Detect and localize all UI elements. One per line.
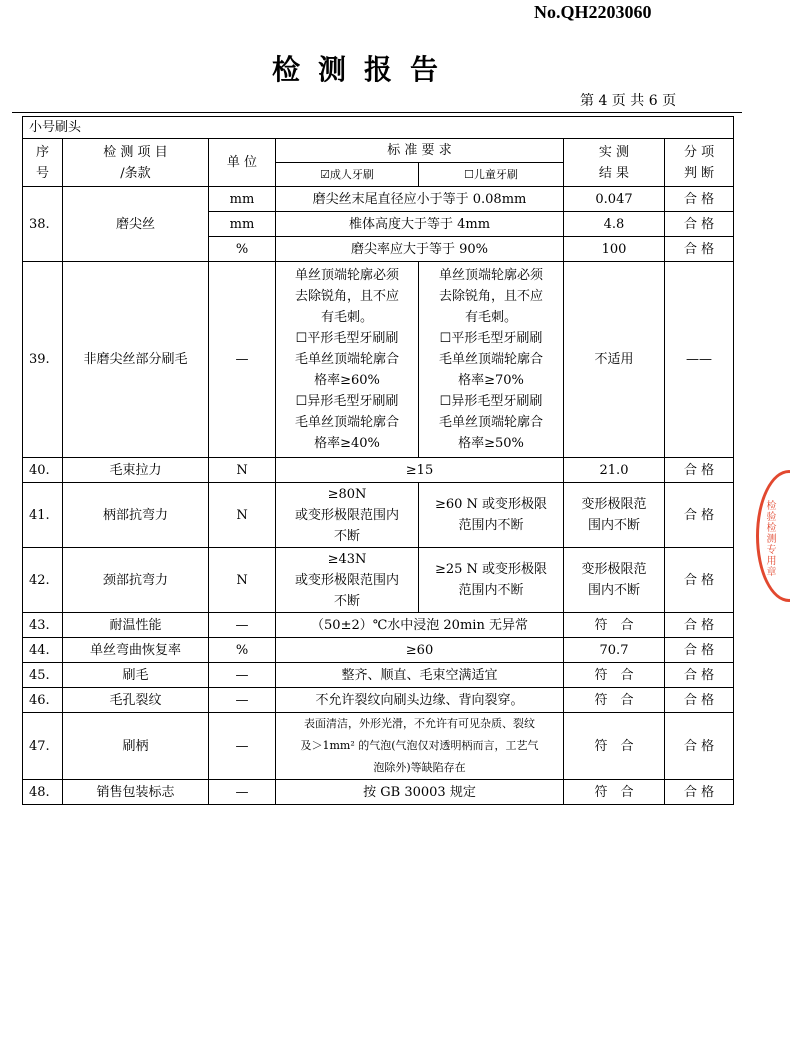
adult-requirement-cell: ≥80N 或变形极限范围内 不断 — [276, 483, 419, 548]
table-row — [23, 483, 734, 548]
result-cell: 70.7 — [564, 638, 665, 663]
unit-cell: — — [209, 262, 276, 458]
row-number: 48. — [23, 780, 63, 805]
child-requirement-cell: 单丝顶端轮廓必须 去除锐角，且不应 有毛刺。 ☐平形毛型牙刷刷 毛单丝顶端轮廓合 格率≥70% ☐异形毛型牙刷刷 毛单丝顶端轮廓合 格率≥50% — [419, 262, 564, 458]
adult-requirement-cell: 单丝顶端轮廓必须 去除锐角，且不应 有毛刺。 ☐平形毛型牙刷刷 毛单丝顶端轮廓合 格率≥60% ☐异形毛型牙刷刷 毛单丝顶端轮廓合 格率≥40% — [276, 262, 419, 458]
item-name: 非磨尖丝部分刷毛 — [63, 262, 209, 458]
item-name: 毛束拉力 — [63, 458, 209, 483]
table-row — [23, 187, 734, 212]
requirement-cell: 整齐、顺直、毛束空满适宜 — [276, 663, 564, 688]
item-name: 刷毛 — [63, 663, 209, 688]
unit-cell: N — [209, 483, 276, 548]
table-row — [23, 458, 734, 483]
result-cell: 符 合 — [564, 663, 665, 688]
requirement-cell: 磨尖丝末尾直径应小于等于 0.08mm — [276, 187, 564, 212]
result-cell: 4.8 — [564, 212, 665, 237]
col-header-item: 检 测 项 目 /条款 — [63, 139, 209, 187]
table-row — [23, 713, 734, 780]
row-number: 45. — [23, 663, 63, 688]
verdict-cell: 合 格 — [665, 237, 734, 262]
unit-cell: N — [209, 548, 276, 613]
requirement-cell: 表面清洁，外形光滑，不允许有可见杂质、裂纹 及＞1mm² 的气泡(气泡仅对透明柄而言，工艺气 泡除外)等缺陷存在 — [276, 713, 564, 780]
table-row — [23, 780, 734, 805]
adult-checkbox-label: ☑成人牙刷 — [276, 163, 419, 187]
requirement-cell: ≥60 — [276, 638, 564, 663]
adult-requirement-cell: ≥43N 或变形极限范围内 不断 — [276, 548, 419, 613]
item-name: 单丝弯曲恢复率 — [63, 638, 209, 663]
result-cell: 100 — [564, 237, 665, 262]
requirement-cell: （50±2）℃水中浸泡 20min 无异常 — [276, 613, 564, 638]
requirement-cell: 按 GB 30003 规定 — [276, 780, 564, 805]
row-number: 42. — [23, 548, 63, 613]
item-name: 颈部抗弯力 — [63, 548, 209, 613]
table-row — [23, 548, 734, 613]
requirement-cell: 椎体高度大于等于 4mm — [276, 212, 564, 237]
row-number: 41. — [23, 483, 63, 548]
section-title: 小号刷头 — [23, 117, 734, 139]
unit-cell: — — [209, 780, 276, 805]
col-header-verdict: 分 项 判 断 — [665, 139, 734, 187]
page-info: 第 4 页 共 6 页 — [580, 93, 677, 109]
table-row — [23, 663, 734, 688]
col-header-unit: 单 位 — [209, 139, 276, 187]
row-number: 43. — [23, 613, 63, 638]
result-cell: 变形极限范 围内不断 — [564, 483, 665, 548]
unit-cell: — — [209, 613, 276, 638]
result-cell: 符 合 — [564, 713, 665, 780]
child-checkbox-label: ☐儿童牙刷 — [419, 163, 564, 187]
row-number: 47. — [23, 713, 63, 780]
col-header-seq: 序 号 — [23, 139, 63, 187]
result-cell: 符 合 — [564, 780, 665, 805]
result-cell: 21.0 — [564, 458, 665, 483]
item-name: 柄部抗弯力 — [63, 483, 209, 548]
verdict-cell: 合 格 — [665, 613, 734, 638]
report-number: No.QH2203060 — [534, 2, 652, 22]
col-header-measured: 实 测 结 果 — [564, 139, 665, 187]
table-row — [23, 688, 734, 713]
requirement-cell: 磨尖率应大于等于 90% — [276, 237, 564, 262]
unit-cell: — — [209, 688, 276, 713]
unit-cell: % — [209, 237, 276, 262]
item-name: 耐温性能 — [63, 613, 209, 638]
result-cell: 0.047 — [564, 187, 665, 212]
page-title: 检测报告 — [271, 53, 456, 86]
table-row — [23, 638, 734, 663]
table-row — [23, 262, 734, 458]
unit-cell: mm — [209, 187, 276, 212]
unit-cell: mm — [209, 212, 276, 237]
item-name: 销售包装标志 — [63, 780, 209, 805]
requirement-cell: 不允许裂纹向刷头边缘、背向裂穿。 — [276, 688, 564, 713]
verdict-cell: —— — [665, 262, 734, 458]
verdict-cell: 合 格 — [665, 688, 734, 713]
row-number: 38. — [23, 187, 63, 262]
result-cell: 变形极限范 围内不断 — [564, 548, 665, 613]
table-row — [23, 613, 734, 638]
row-number: 46. — [23, 688, 63, 713]
unit-cell: N — [209, 458, 276, 483]
result-cell: 符 合 — [564, 688, 665, 713]
verdict-cell: 合 格 — [665, 638, 734, 663]
item-name: 磨尖丝 — [63, 187, 209, 262]
unit-cell: — — [209, 663, 276, 688]
test-results-table — [22, 116, 734, 805]
row-number: 39. — [23, 262, 63, 458]
verdict-cell: 合 格 — [665, 780, 734, 805]
verdict-cell: 合 格 — [665, 212, 734, 237]
verdict-cell: 合 格 — [665, 458, 734, 483]
requirement-cell: ≥15 — [276, 458, 564, 483]
col-header-standard: 标 准 要 求 — [276, 139, 564, 163]
result-cell: 不适用 — [564, 262, 665, 458]
verdict-cell: 合 格 — [665, 483, 734, 548]
item-name: 毛孔裂纹 — [63, 688, 209, 713]
verdict-cell: 合 格 — [665, 187, 734, 212]
child-requirement-cell: ≥60 N 或变形极限 范围内不断 — [419, 483, 564, 548]
result-cell: 符 合 — [564, 613, 665, 638]
inspection-seal — [756, 470, 790, 610]
row-number: 40. — [23, 458, 63, 483]
item-name: 刷柄 — [63, 713, 209, 780]
header-divider — [12, 112, 742, 113]
row-number: 44. — [23, 638, 63, 663]
verdict-cell: 合 格 — [665, 663, 734, 688]
verdict-cell: 合 格 — [665, 548, 734, 613]
unit-cell: — — [209, 713, 276, 780]
seal-text: 检验检测专用章 — [764, 500, 775, 577]
verdict-cell: 合 格 — [665, 713, 734, 780]
unit-cell: % — [209, 638, 276, 663]
child-requirement-cell: ≥25 N 或变形极限 范围内不断 — [419, 548, 564, 613]
